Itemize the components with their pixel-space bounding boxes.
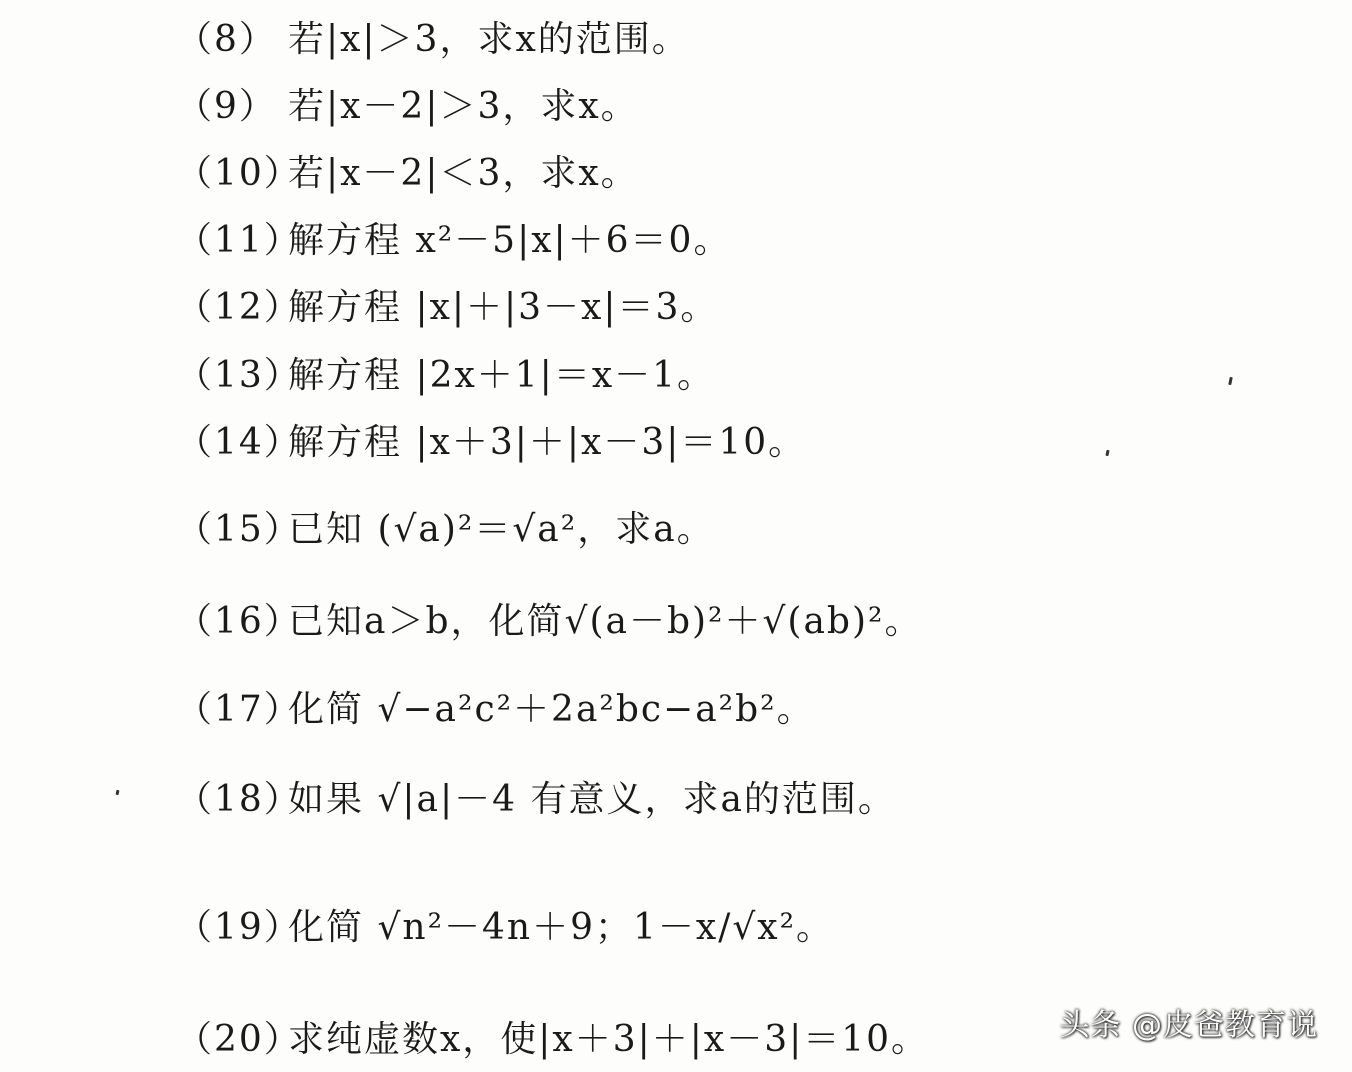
watermark: 头条 @皮爸教育说 [1059,1008,1318,1043]
problem-number: （18） [176,779,302,820]
scan-speck [116,790,120,796]
problem-text: 求纯虚数x，使|x＋3|＋|x－3|＝10。 [288,1019,930,1060]
problem-number: （13） [176,355,302,396]
problem-18 [176,779,896,820]
problem-text: 化简 √−a²c²＋2a²bc−a²b²。 [288,689,815,730]
problem-text: 解方程 |2x＋1|＝x－1。 [288,355,716,396]
problem-text: 解方程 |x|＋|3－x|＝3。 [288,287,719,328]
problem-number: （14） [176,422,302,463]
scan-speck [1228,377,1233,385]
problem-number: （8） [176,19,277,60]
problem-text: 已知a＞b，化简√(a－b)²＋√(ab)²。 [288,601,923,642]
scan-speck [1105,450,1109,456]
problem-12 [176,287,719,328]
problem-14 [176,422,807,463]
problem-number: （19） [176,907,302,948]
problem-number: （11） [176,220,302,261]
problem-number: （12） [176,287,302,328]
problem-text: 若|x－2|＜3，求x。 [288,153,639,194]
problem-8 [176,19,690,60]
problem-number: （15） [176,509,302,550]
problem-text: 若|x－2|＞3，求x。 [288,86,639,127]
problem-17 [176,689,815,730]
problem-text: 已知 (√a)²＝√a²，求a。 [288,509,715,550]
problem-9 [176,86,639,127]
problem-16 [176,601,923,642]
problem-number: （10） [176,153,302,194]
problem-text: 解方程 x²－5|x|＋6＝0。 [288,220,732,261]
problem-number: （17） [176,689,302,730]
problem-number: （16） [176,601,302,642]
problem-11 [176,220,732,261]
problem-19 [176,907,835,948]
problem-number: （20） [176,1019,302,1060]
problem-text: 如果 √|a|－4 有意义，求a的范围。 [288,779,896,820]
problem-text: 若|x|＞3，求x的范围。 [288,19,690,60]
problem-13 [176,355,716,396]
problem-10 [176,153,639,194]
problem-15 [176,509,715,550]
problem-number: （9） [176,86,277,127]
problem-20 [176,1019,930,1060]
problem-text: 解方程 |x＋3|＋|x－3|＝10。 [288,422,807,463]
problem-text: 化简 √n²－4n＋9；1－x/√x²。 [288,907,835,948]
